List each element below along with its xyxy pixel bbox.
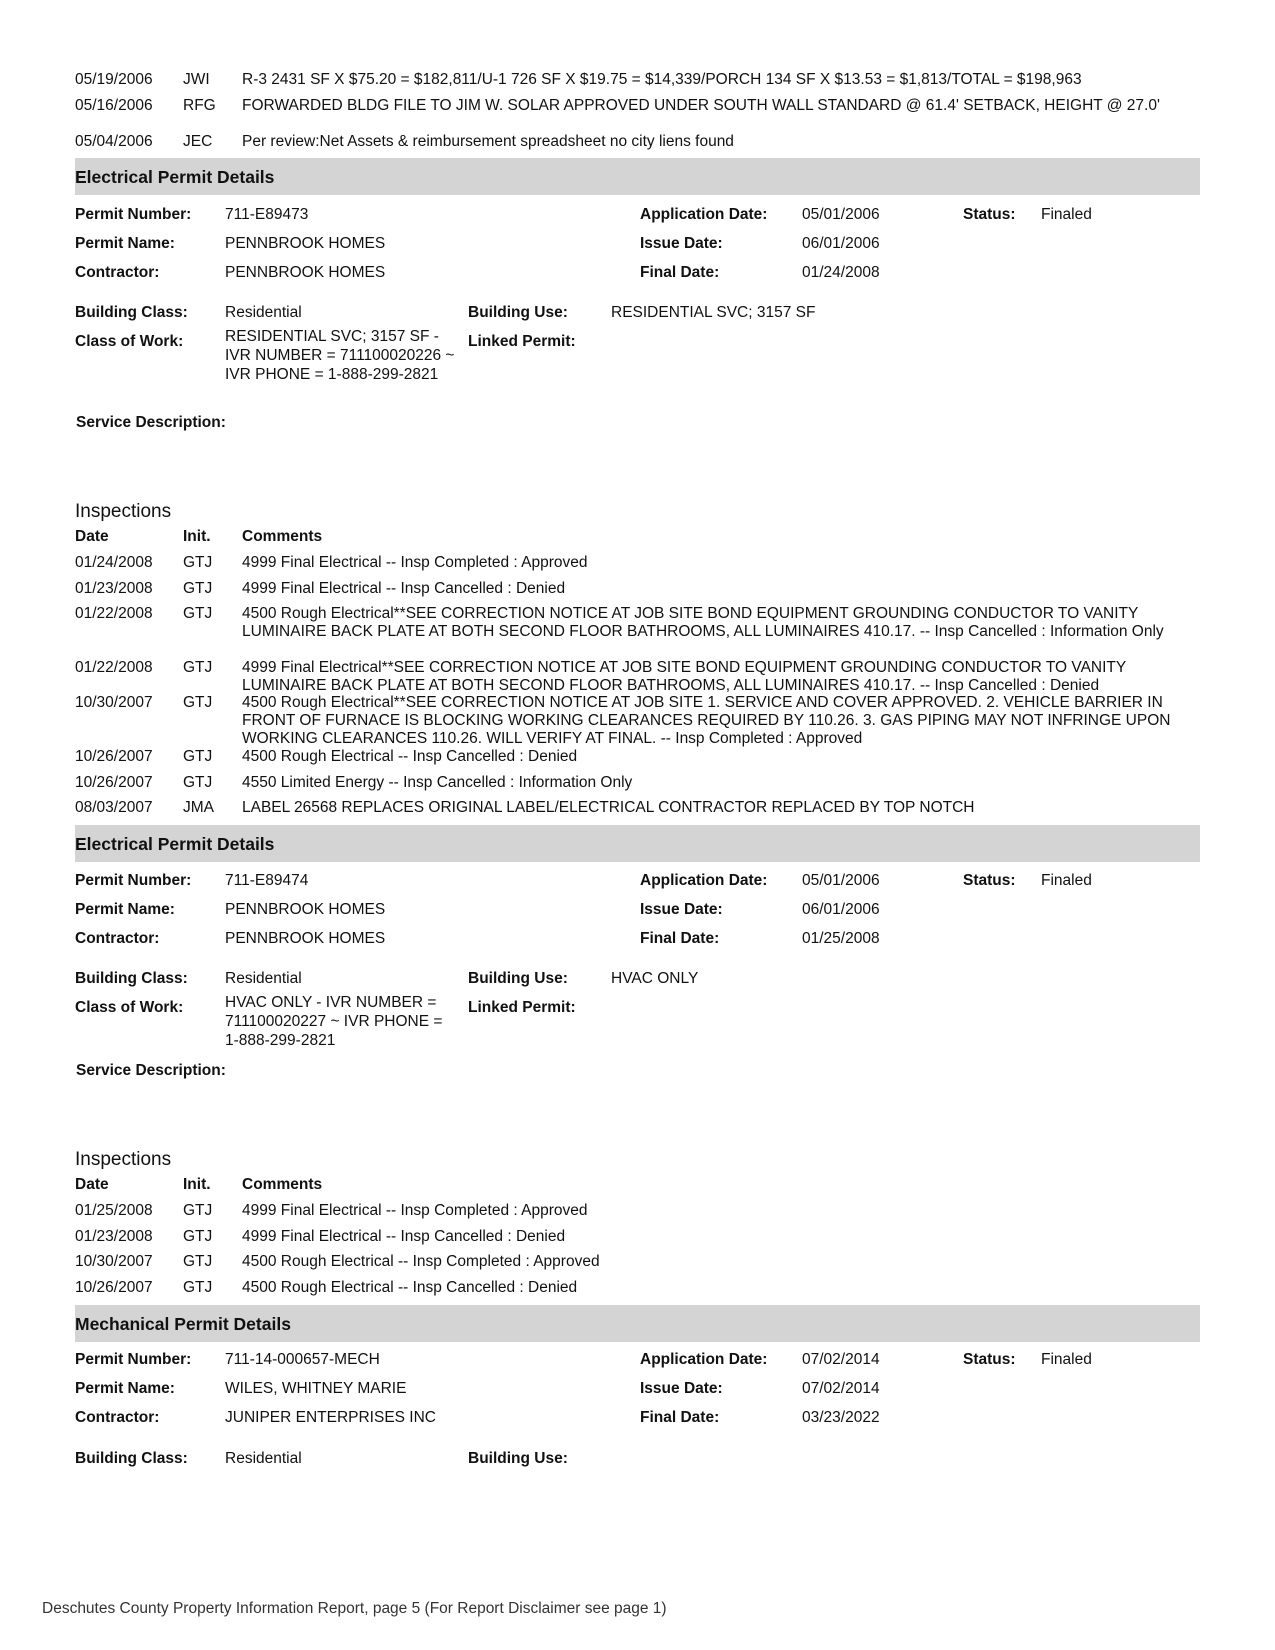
linked-permit-label: Linked Permit: <box>468 999 576 1016</box>
permit-name-value: WILES, WHITNEY MARIE <box>225 1380 407 1397</box>
status-value: Finaled <box>1041 206 1092 223</box>
class-of-work-label: Class of Work: <box>75 333 184 350</box>
inspection-date: 10/26/2007 <box>75 774 153 791</box>
inspection-init: GTJ <box>183 605 213 622</box>
status-value: Finaled <box>1041 872 1092 889</box>
final-date-label: Final Date: <box>640 930 720 947</box>
application-date-value: 05/01/2006 <box>802 872 880 889</box>
inspection-date: 01/22/2008 <box>75 605 153 622</box>
final-date-label: Final Date: <box>640 1409 720 1426</box>
permit-name-label: Permit Name: <box>75 1380 175 1397</box>
inspection-date: 01/24/2008 <box>75 554 153 571</box>
inspection-date: 10/30/2007 <box>75 1253 153 1270</box>
permit-name-value: PENNBROOK HOMES <box>225 235 386 252</box>
building-use-value: RESIDENTIAL SVC; 3157 SF <box>611 304 816 321</box>
building-class-label: Building Class: <box>75 304 188 321</box>
building-use-value: HVAC ONLY <box>611 970 699 987</box>
issue-date-value: 06/01/2006 <box>802 235 880 252</box>
building-use-label: Building Use: <box>468 1450 568 1467</box>
service-description-label: Service Description: <box>76 414 226 431</box>
contractor-label: Contractor: <box>75 930 160 947</box>
col-comments-header: Comments <box>242 528 323 545</box>
section-title: Electrical Permit Details <box>75 167 275 187</box>
section-title: Mechanical Permit Details <box>75 1314 291 1334</box>
inspection-comment: 4500 Rough Electrical -- Insp Cancelled : Denied <box>242 1279 578 1296</box>
section-header <box>75 825 1200 862</box>
page-footer: Deschutes County Property Information Report, page 5 (For Report Disclaimer see page 1) <box>42 1600 667 1617</box>
final-date-label: Final Date: <box>640 264 720 281</box>
application-date-value: 05/01/2006 <box>802 206 880 223</box>
application-date-label: Application Date: <box>640 206 768 223</box>
inspection-comment: 4550 Limited Energy -- Insp Cancelled : Information Only <box>242 774 633 791</box>
permit-number-value: 711-E89474 <box>225 872 309 889</box>
permit-name-value: PENNBROOK HOMES <box>225 901 386 918</box>
section-header <box>75 1305 1200 1342</box>
status-label: Status: <box>963 206 1016 223</box>
building-class-value: Residential <box>225 304 302 321</box>
inspection-date: 01/25/2008 <box>75 1202 153 1219</box>
inspection-date: 10/26/2007 <box>75 1279 153 1296</box>
final-date-value: 01/24/2008 <box>802 264 880 281</box>
contractor-value: PENNBROOK HOMES <box>225 930 386 947</box>
inspections-title: Inspections <box>75 1149 172 1170</box>
permit-number-label: Permit Number: <box>75 1351 192 1368</box>
service-description-label: Service Description: <box>76 1062 226 1079</box>
section-title: Electrical Permit Details <box>75 834 275 854</box>
note-init: JEC <box>183 133 213 150</box>
inspection-comment: 4500 Rough Electrical**SEE CORRECTION NOTICE AT JOB SITE BOND EQUIPMENT GROUNDING CONDUCTOR TO VANITY LUMINAIRE BACK PLATE AT BOTH SECOND FLOOR BATHROOMS, ALL LUMINAIRES 410.17. -- Insp Cancelled : Information Only <box>242 605 1164 640</box>
permit-number-value: 711-E89473 <box>225 206 309 223</box>
inspection-comment: 4500 Rough Electrical -- Insp Completed : Approved <box>242 1253 600 1270</box>
inspection-init: GTJ <box>183 1279 213 1296</box>
building-class-label: Building Class: <box>75 970 188 987</box>
inspection-comment: 4500 Rough Electrical**SEE CORRECTION NOTICE AT JOB SITE 1. SERVICE AND COVER APPROVED. 2. VEHICLE BARRIER IN FRONT OF FURNACE IS BLOCKING WORKING CLEARANCES REQUIRED BY 110.26. 3. GAS PIPING MAY NOT INFRINGE UPON WORKING CLEARANCES 110.26. WILL VERIFY AT FINAL. -- Insp Completed : Approved <box>242 694 1171 747</box>
inspection-init: GTJ <box>183 1202 213 1219</box>
inspection-date: 01/22/2008 <box>75 659 153 676</box>
col-date-header: Date <box>75 1176 109 1193</box>
status-label: Status: <box>963 872 1016 889</box>
contractor-value: PENNBROOK HOMES <box>225 264 386 281</box>
inspection-comment: LABEL 26568 REPLACES ORIGINAL LABEL/ELECTRICAL CONTRACTOR REPLACED BY TOP NOTCH <box>242 799 975 816</box>
class-of-work-value: RESIDENTIAL SVC; 3157 SF - IVR NUMBER = 711100020226 ~ IVR PHONE = 1-888-299-2821 <box>225 328 455 383</box>
inspection-comment: 4999 Final Electrical -- Insp Completed : Approved <box>242 554 588 571</box>
application-date-label: Application Date: <box>640 872 768 889</box>
permit-name-label: Permit Name: <box>75 901 175 918</box>
inspection-date: 10/26/2007 <box>75 748 153 765</box>
inspection-init: GTJ <box>183 1228 213 1245</box>
note-date: 05/04/2006 <box>75 133 153 150</box>
permit-number-label: Permit Number: <box>75 872 192 889</box>
class-of-work-label: Class of Work: <box>75 999 184 1016</box>
col-date-header: Date <box>75 528 109 545</box>
note-init: JWI <box>183 71 210 88</box>
col-init-header: Init. <box>183 528 211 545</box>
col-comments-header: Comments <box>242 1176 323 1193</box>
inspection-comment: 4999 Final Electrical -- Insp Completed : Approved <box>242 1202 588 1219</box>
inspection-init: GTJ <box>183 748 213 765</box>
inspection-init: GTJ <box>183 554 213 571</box>
inspection-date: 01/23/2008 <box>75 1228 153 1245</box>
inspections-title: Inspections <box>75 501 172 522</box>
contractor-label: Contractor: <box>75 1409 160 1426</box>
section-header <box>75 158 1200 195</box>
application-date-label: Application Date: <box>640 1351 768 1368</box>
building-use-label: Building Use: <box>468 304 568 321</box>
class-of-work-value: HVAC ONLY - IVR NUMBER = 711100020227 ~ IVR PHONE = 1-888-299-2821 <box>225 994 443 1049</box>
issue-date-label: Issue Date: <box>640 235 723 252</box>
note-date: 05/16/2006 <box>75 97 153 114</box>
inspection-init: GTJ <box>183 694 213 711</box>
note-date: 05/19/2006 <box>75 71 153 88</box>
inspection-init: GTJ <box>183 774 213 791</box>
permit-name-label: Permit Name: <box>75 235 175 252</box>
inspection-date: 08/03/2007 <box>75 799 153 816</box>
inspection-comment: 4999 Final Electrical**SEE CORRECTION NOTICE AT JOB SITE BOND EQUIPMENT GROUNDING CONDUCTOR TO VANITY LUMINAIRE BACK PLATE AT BOTH SECOND FLOOR BATHROOMS, ALL LUMINAIRES 410.17. -- Insp Cancelled : Denied <box>242 659 1126 694</box>
linked-permit-label: Linked Permit: <box>468 333 576 350</box>
contractor-label: Contractor: <box>75 264 160 281</box>
final-date-value: 01/25/2008 <box>802 930 880 947</box>
inspection-init: GTJ <box>183 580 213 597</box>
permit-number-value: 711-14-000657-MECH <box>225 1351 380 1368</box>
inspection-init: GTJ <box>183 659 213 676</box>
inspection-init: GTJ <box>183 1253 213 1270</box>
inspection-init: JMA <box>183 799 214 816</box>
contractor-value: JUNIPER ENTERPRISES INC <box>225 1409 437 1426</box>
inspection-date: 01/23/2008 <box>75 580 153 597</box>
status-value: Finaled <box>1041 1351 1092 1368</box>
note-comment: FORWARDED BLDG FILE TO JIM W. SOLAR APPROVED UNDER SOUTH WALL STANDARD @ 61.4' SETBACK, HEIGHT @ 27.0' <box>242 97 1160 114</box>
inspection-comment: 4500 Rough Electrical -- Insp Cancelled : Denied <box>242 748 578 765</box>
status-label: Status: <box>963 1351 1016 1368</box>
inspection-comment: 4999 Final Electrical -- Insp Cancelled : Denied <box>242 580 566 597</box>
issue-date-label: Issue Date: <box>640 901 723 918</box>
issue-date-label: Issue Date: <box>640 1380 723 1397</box>
note-init: RFG <box>183 97 216 114</box>
building-class-label: Building Class: <box>75 1450 188 1467</box>
inspection-comment: 4999 Final Electrical -- Insp Cancelled : Denied <box>242 1228 566 1245</box>
final-date-value: 03/23/2022 <box>802 1409 880 1426</box>
issue-date-value: 07/02/2014 <box>802 1380 880 1397</box>
note-comment: R-3 2431 SF X $75.20 = $182,811/U-1 726 SF X $19.75 = $14,339/PORCH 134 SF X $13.53 = $1,813/TOTAL = $198,963 <box>242 71 1082 88</box>
note-comment: Per review:Net Assets & reimbursement spreadsheet no city liens found <box>242 133 734 150</box>
permit-number-label: Permit Number: <box>75 206 192 223</box>
building-class-value: Residential <box>225 970 302 987</box>
issue-date-value: 06/01/2006 <box>802 901 880 918</box>
application-date-value: 07/02/2014 <box>802 1351 880 1368</box>
col-init-header: Init. <box>183 1176 211 1193</box>
building-class-value: Residential <box>225 1450 302 1467</box>
inspection-date: 10/30/2007 <box>75 694 153 711</box>
building-use-label: Building Use: <box>468 970 568 987</box>
